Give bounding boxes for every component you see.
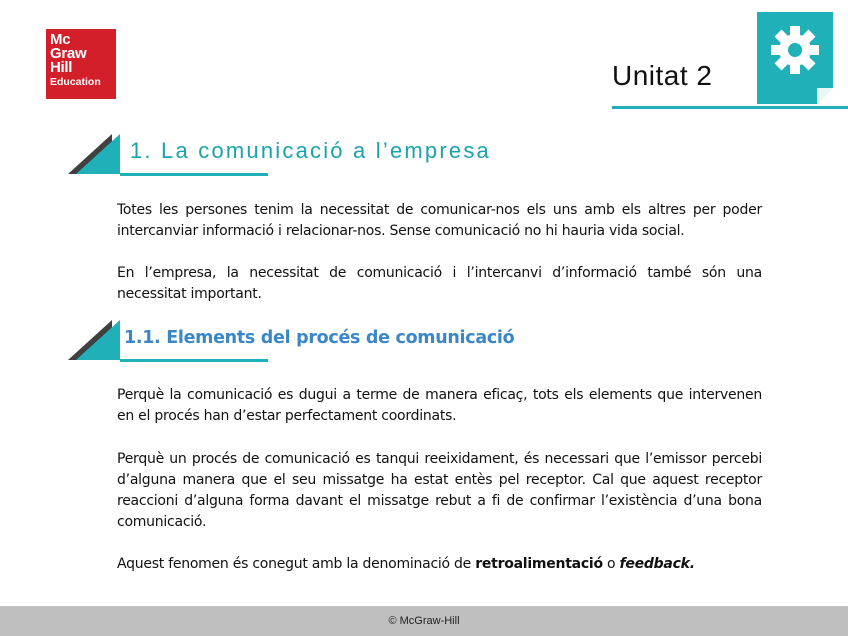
section-2-final-sentence: [117, 554, 762, 575]
logo-line-1: Mc: [50, 31, 71, 48]
unit-underline: [612, 106, 848, 109]
logo-line-2: Graw: [50, 45, 87, 62]
term-feedback: feedback.: [619, 556, 695, 572]
section-1-paragraph-1: Totes les persones tenim la necessitat de comunicar-nos els uns amb els altres per poder intercanviar informació i relacionar-nos. Sense comunicació no hi hauria vida social.: [117, 202, 762, 239]
footer-copyright: © McGraw-Hill: [388, 615, 460, 627]
section-2-paragraph-2: Perquè un procés de comunicació es tanqui reeixidament, és necessari que l’emissor percebi d’alguna manera que el seu missatge ha estat entès pel receptor. Cal que aquest receptor reaccioni d’alguna forma davant el missatge rebut a fi de confirmar l’existència d’una bona comunicació.: [117, 451, 762, 530]
mcgraw-hill-logo: [46, 29, 116, 99]
footer-bar: [0, 606, 848, 636]
logo-line-3: Hill: [50, 59, 73, 76]
term-retroalimentacio: retroalimentació: [475, 556, 603, 572]
final-sentence-connector: o: [602, 556, 620, 572]
gear-document-icon: [757, 12, 833, 104]
section-2-heading: [68, 320, 528, 370]
logo-line-4: Education: [50, 76, 101, 88]
section-2-paragraph-1: Perquè la comunicació es dugui a terme de manera eficaç, tots els elements que intervenen en el procés han d’estar perfectament coordinats.: [117, 387, 762, 424]
section-2-title: 1.1. Elements del procés de comunicació: [124, 328, 515, 348]
section-1-heading: [68, 132, 528, 182]
unit-title: Unitat 2: [612, 60, 713, 91]
section-1-title: 1. La comunicació a l’empresa: [130, 138, 491, 163]
final-sentence-prefix: Aquest fenomen és conegut amb la denominació de: [117, 556, 476, 572]
section-1-paragraph-2: En l’empresa, la necessitat de comunicació i l’intercanvi d’informació també són una necessitat important.: [117, 265, 762, 302]
